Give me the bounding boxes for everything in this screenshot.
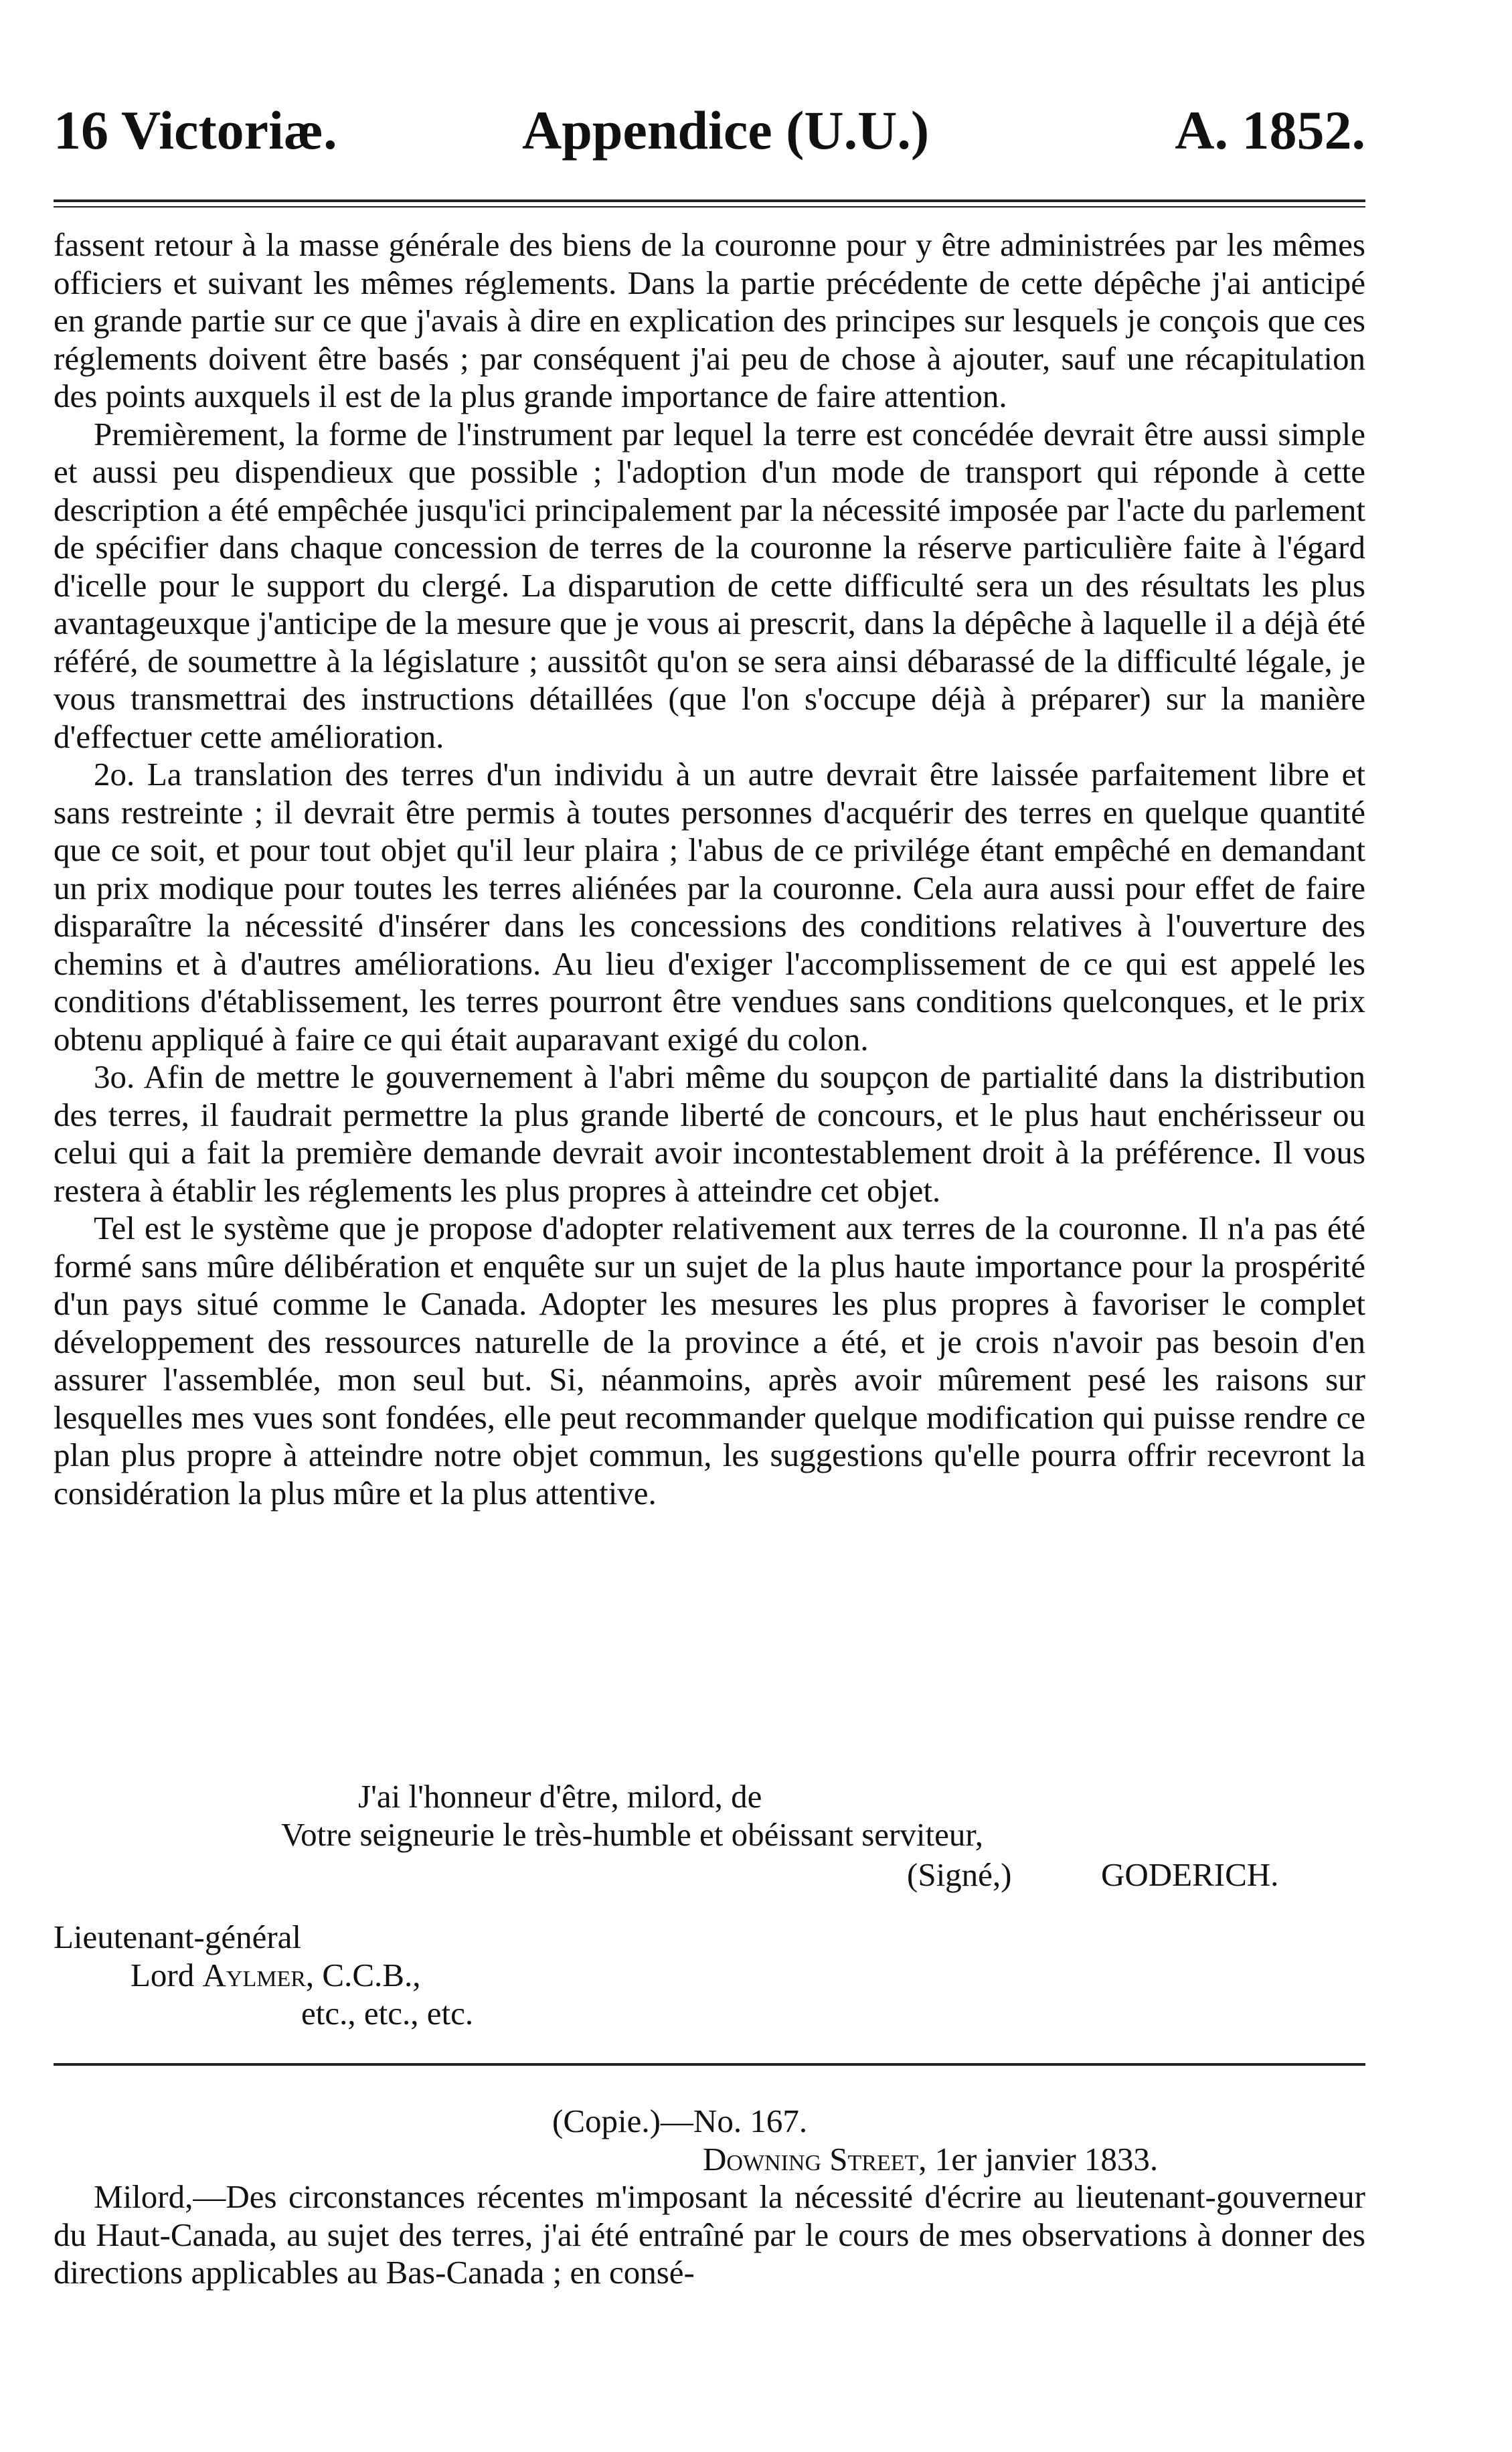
copy-number: (Copie.)—No. 167. [552,2103,808,2139]
addressee-lord: Lord [131,1957,195,1993]
paragraph-firstly: Premièrement, la forme de l'instrument par lequel la terre est concédée devrait être aussi simple et aussi peu dispendieux que possible ; l'adoption d'un mode de transport qui réponde à cette description a été empêchée jusqu'ici principalement par la nécessité imposée par l'acte du parlement de spécifier dans chaque concession de terres de la couronne la réserve particulière faite à l'égard d'icelle pour le support du clergé. La disparution de cette difficulté sera un des résultats les plus avantageuxque j'anticipe de la mesure que je vous ai prescrit, dans la dépêche à laquelle il a déjà été référé, de soumettre à la législature ; aussitôt qu'on se sera ainsi débarassé de la difficulté légale, je vous transmettrai des instructions détaillées (que l'on s'occupe déjà à préparer) sur la manière d'effectuer cette amélioration. [54,415,1365,755]
paragraph-second: 2o. La translation des terres d'un individu à un autre devrait être laissée parfaitement libre et sans restreinte ; il devrait être permis à toutes personnes d'acquérir des terres en quelque quantité que ce soit, et pour tout objet qu'il leur plaira ; l'abus de ce privilége étant empêché en demandant un prix modique pour toutes les terres aliénées par la couronne. Cela aura aussi pour effet de faire disparaître la nécessité d'insérer dans les concessions des conditions relatives à l'ouverture des chemins et à d'autres améliorations. Au lieu d'exiger l'accomplissement de ce qui est appelé les conditions d'établissement, les terres pourront être vendues sans conditions quelconques, et le prix obtenu appliqué à faire ce qui était auparavant exigé du colon. [54,756,1365,1058]
letter-dateline [703,2140,1158,2178]
paragraph-conclusion: Tel est le système que je propose d'adopter relativement aux terres de la couronne. Il n'a pas été formé sans mûre délibération et enquête sur un sujet de la plus haute importance pour la prospérité d'un pays situé comme le Canada. Adopter les mesures les plus propres à favoriser le complet développement des ressources naturelle de la province a été, et je crois n'avoir pas besoin d'en assurer l'assemblée, mon seul but. Si, néanmoins, après avoir mûrement pesé les raisons sur lesquelles mes vues sont fondées, elle peut recommander quelque modification qui puisse rendre ce plan plus propre à atteindre notre objet commun, les suggestions qu'elle pourra offrir recevront la considération la plus mûre et la plus attentive. [54,1210,1365,1511]
letter-date: 1er janvier 1833. [934,2141,1159,2178]
letter-body [54,226,1365,1773]
header-rule [54,199,1365,208]
second-letter-body [54,2178,1365,2292]
addressee-name-line [131,1956,420,1994]
header-title: Appendice (U.U.) [522,100,930,161]
paragraph-third: 3o. Afin de mettre le gouvernement à l'abri même du soupçon de partialité dans la distribution des terres, il faudrait permettre la plus grande liberté de concours, et le plus haut enchérisseur ou celui qui a fait la première demande devrait avoir incontestablement droit à la préférence. Il vous restera à établir les réglements les plus propres à atteindre cet objet. [54,1058,1365,1209]
second-letter-opening: Milord,—Des circonstances récentes m'imposant la nécessité d'écrire au lieutenant-gouverneur du Haut-Canada, au sujet des terres, j'ai été entraîné par le cours de mes observations à donner des directions applicables au Bas-Canada ; en consé- [54,2178,1365,2291]
header-session: 16 Victoriæ. [54,100,337,161]
paragraph-continuation: fassent retour à la masse générale des biens de la couronne pour y être administrées par les mêmes officiers et suivant les mêmes réglements. Dans la partie précédente de cette dépêche j'ai anticipé en grande partie sur ce que j'avais à dire en explication des principes sur lesquels je conçois que ces réglements doivent être basés ; par conséquent j'ai peu de chose à ajouter, sauf une récapitulation des points auxquels il est de la plus grande importance de faire attention. [54,226,1365,414]
closing-servant: Votre seigneurie le très-humble et obéissant serviteur, [281,1816,983,1853]
closing-honour: J'ai l'honneur d'être, milord, de [358,1778,762,1815]
street-name: Downing Street, [703,2141,927,2178]
page-header [54,94,1365,167]
addressee-etc: etc., etc., etc. [301,1995,474,2032]
addressee-title: Lieutenant-général [54,1918,302,1955]
addressee-name: Aylmer, [202,1957,315,1993]
section-rule [54,2063,1365,2066]
signatory: GODERICH. [1101,1856,1279,1893]
closing-signed: (Signé,) [907,1856,1012,1893]
addressee-rank: C.C.B., [322,1957,421,1993]
header-year: A. 1852. [1175,100,1365,161]
